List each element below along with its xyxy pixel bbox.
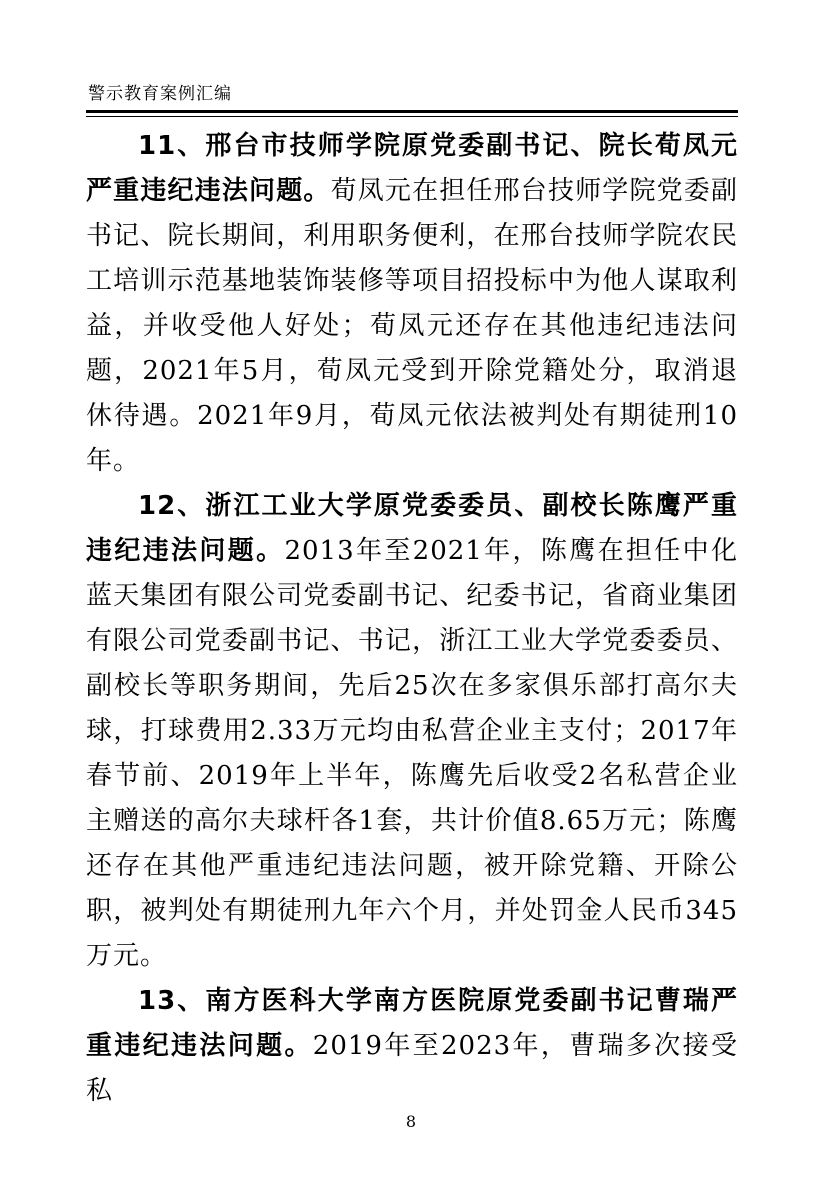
case-paragraph-13 (86, 979, 738, 1114)
case-body-12: 2013年至2021年，陈鹰在担任中化蓝天集团有限公司党委副书记、纪委书记，省商业集团有限公司党委副书记、书记，浙江工业大学党委委员、副校长等职务期间，先后25次在多家俱乐部打高尔夫球，打球费用2.33万元均由私营企业主支付；2017年春节前、2019年上半年，陈鹰先后收受2名私营企业主赠送的高尔夫球杆各1套，共计价值8.65万元；陈鹰还存在其他严重违纪违法问题，被开除党籍、开除公职，被判处有期徒刑九年六个月，并处罚金人民币345万元。 (86, 536, 738, 971)
case-paragraph-11 (86, 124, 738, 484)
case-body-13: 2019年至2023年，曹瑞多次接受私 (86, 1031, 738, 1106)
page-number: 8 (405, 1112, 417, 1131)
running-header: 警示教育案例汇编 (88, 84, 232, 104)
header-rule-thick (86, 110, 738, 113)
case-paragraph-12 (86, 484, 738, 979)
case-title-11: 11、邢台市技师学院原党委副书记、院长荀凤元严重违纪违法问题。 (86, 131, 738, 206)
case-body-11: 荀凤元在担任邢台技师学院党委副书记、院长期间，利用职务便利，在邢台技师学院农民工培训示范基地装饰装修等项目招投标中为他人谋取利益，并收受他人好处；荀凤元还存在其他违纪违法问题，2021年5月，荀凤元受到开除党籍处分，取消退休待遇。2021年9月，荀凤元依法被判处有期徒刑10年。 (86, 176, 738, 476)
case-title-13: 13、南方医科大学南方医院原党委副书记曹瑞严重违纪违法问题。 (86, 986, 738, 1061)
header-rule-thin (86, 116, 738, 117)
body-text (86, 124, 738, 1114)
case-title-12: 12、浙江工业大学原党委委员、副校长陈鹰严重违纪违法问题。 (86, 491, 738, 566)
